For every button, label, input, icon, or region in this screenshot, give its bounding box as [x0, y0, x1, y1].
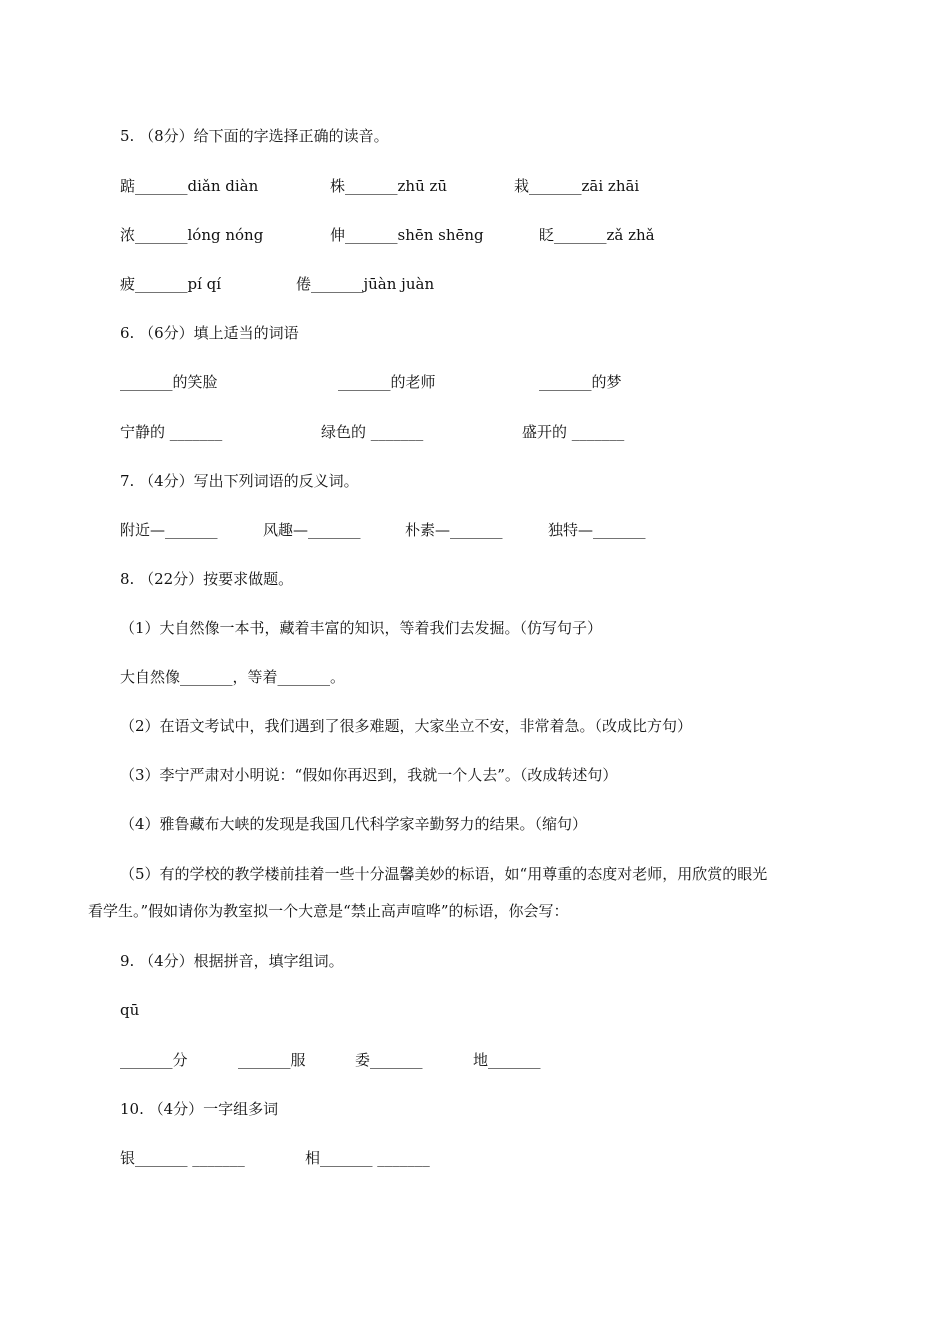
q7-heading: 7. （4分）写出下列词语的反义词。 — [120, 472, 359, 490]
q10-item: 银_______ _______ — [120, 1149, 245, 1167]
q8-sub5-line2: 看学生。”假如请你为教室拟一个大意是“禁止高声喧哗”的标语，你会写： — [88, 902, 569, 920]
q8-sub3: （3）李宁严肃对小明说：“假如你再迟到，我就一个人去”。（改成转述句） — [120, 766, 618, 784]
q6-item: 绿色的 _______ — [321, 423, 424, 441]
q8-heading: 8. （22分）按要求做题。 — [120, 570, 294, 588]
q5-item: 浓_______lóng nóng — [120, 226, 264, 244]
q9-item: 委_______ — [355, 1051, 423, 1069]
q9-heading: 9. （4分）根据拼音，填字组词。 — [120, 952, 344, 970]
q5-item: 倦_______jūàn juàn — [296, 275, 435, 293]
q9-item: _______分 — [120, 1051, 188, 1069]
q8-sub5-line1: （5）有的学校的教学楼前挂着一些十分温馨美妙的标语，如“用尊重的态度对老师，用欣赏的眼光 — [120, 865, 768, 883]
q8-sub2: （2）在语文考试中，我们遇到了很多难题，大家坐立不安，非常着急。（改成比方句） — [120, 717, 693, 735]
q5-item: 踮_______diǎn diàn — [120, 177, 259, 195]
q8-sub4: （4）雅鲁藏布大峡的发现是我国几代科学家辛勤努力的结果。（缩句） — [120, 815, 588, 833]
q5-item: 疲_______pí qí — [120, 275, 222, 293]
q9-pinyin: qū — [120, 1001, 140, 1019]
q7-item: 附近—_______ — [120, 521, 218, 539]
q8-sub1: （1）大自然像一本书，藏着丰富的知识，等着我们去发掘。（仿写句子） — [120, 619, 603, 637]
q7-item: 朴素—_______ — [405, 521, 503, 539]
q10-heading: 10. （4分）一字组多词 — [120, 1100, 279, 1118]
q6-item: 宁静的 _______ — [120, 423, 223, 441]
q6-item: _______的老师 — [338, 373, 436, 391]
q7-item: 独特—_______ — [548, 521, 646, 539]
q5-item: 栽_______zāi zhāi — [514, 177, 640, 195]
q5-item: 伸_______shēn shēng — [330, 226, 484, 244]
q9-item: _______服 — [238, 1051, 306, 1069]
q5-heading: 5. （8分）给下面的字选择正确的读音。 — [120, 127, 389, 145]
q5-item: 眨_______zǎ zhǎ — [539, 226, 655, 244]
q9-item: 地_______ — [473, 1051, 541, 1069]
q6-heading: 6. （6分）填上适当的词语 — [120, 324, 299, 342]
q6-item: 盛开的 _______ — [522, 423, 625, 441]
q6-item: _______的梦 — [539, 373, 622, 391]
q5-item: 株_______zhū zū — [330, 177, 448, 195]
q10-item: 相_______ _______ — [305, 1149, 430, 1167]
q6-item: _______的笑脸 — [120, 373, 218, 391]
q8-sub1-answer: 大自然像_______，等着_______。 — [120, 668, 346, 686]
q7-item: 风趣—_______ — [263, 521, 361, 539]
